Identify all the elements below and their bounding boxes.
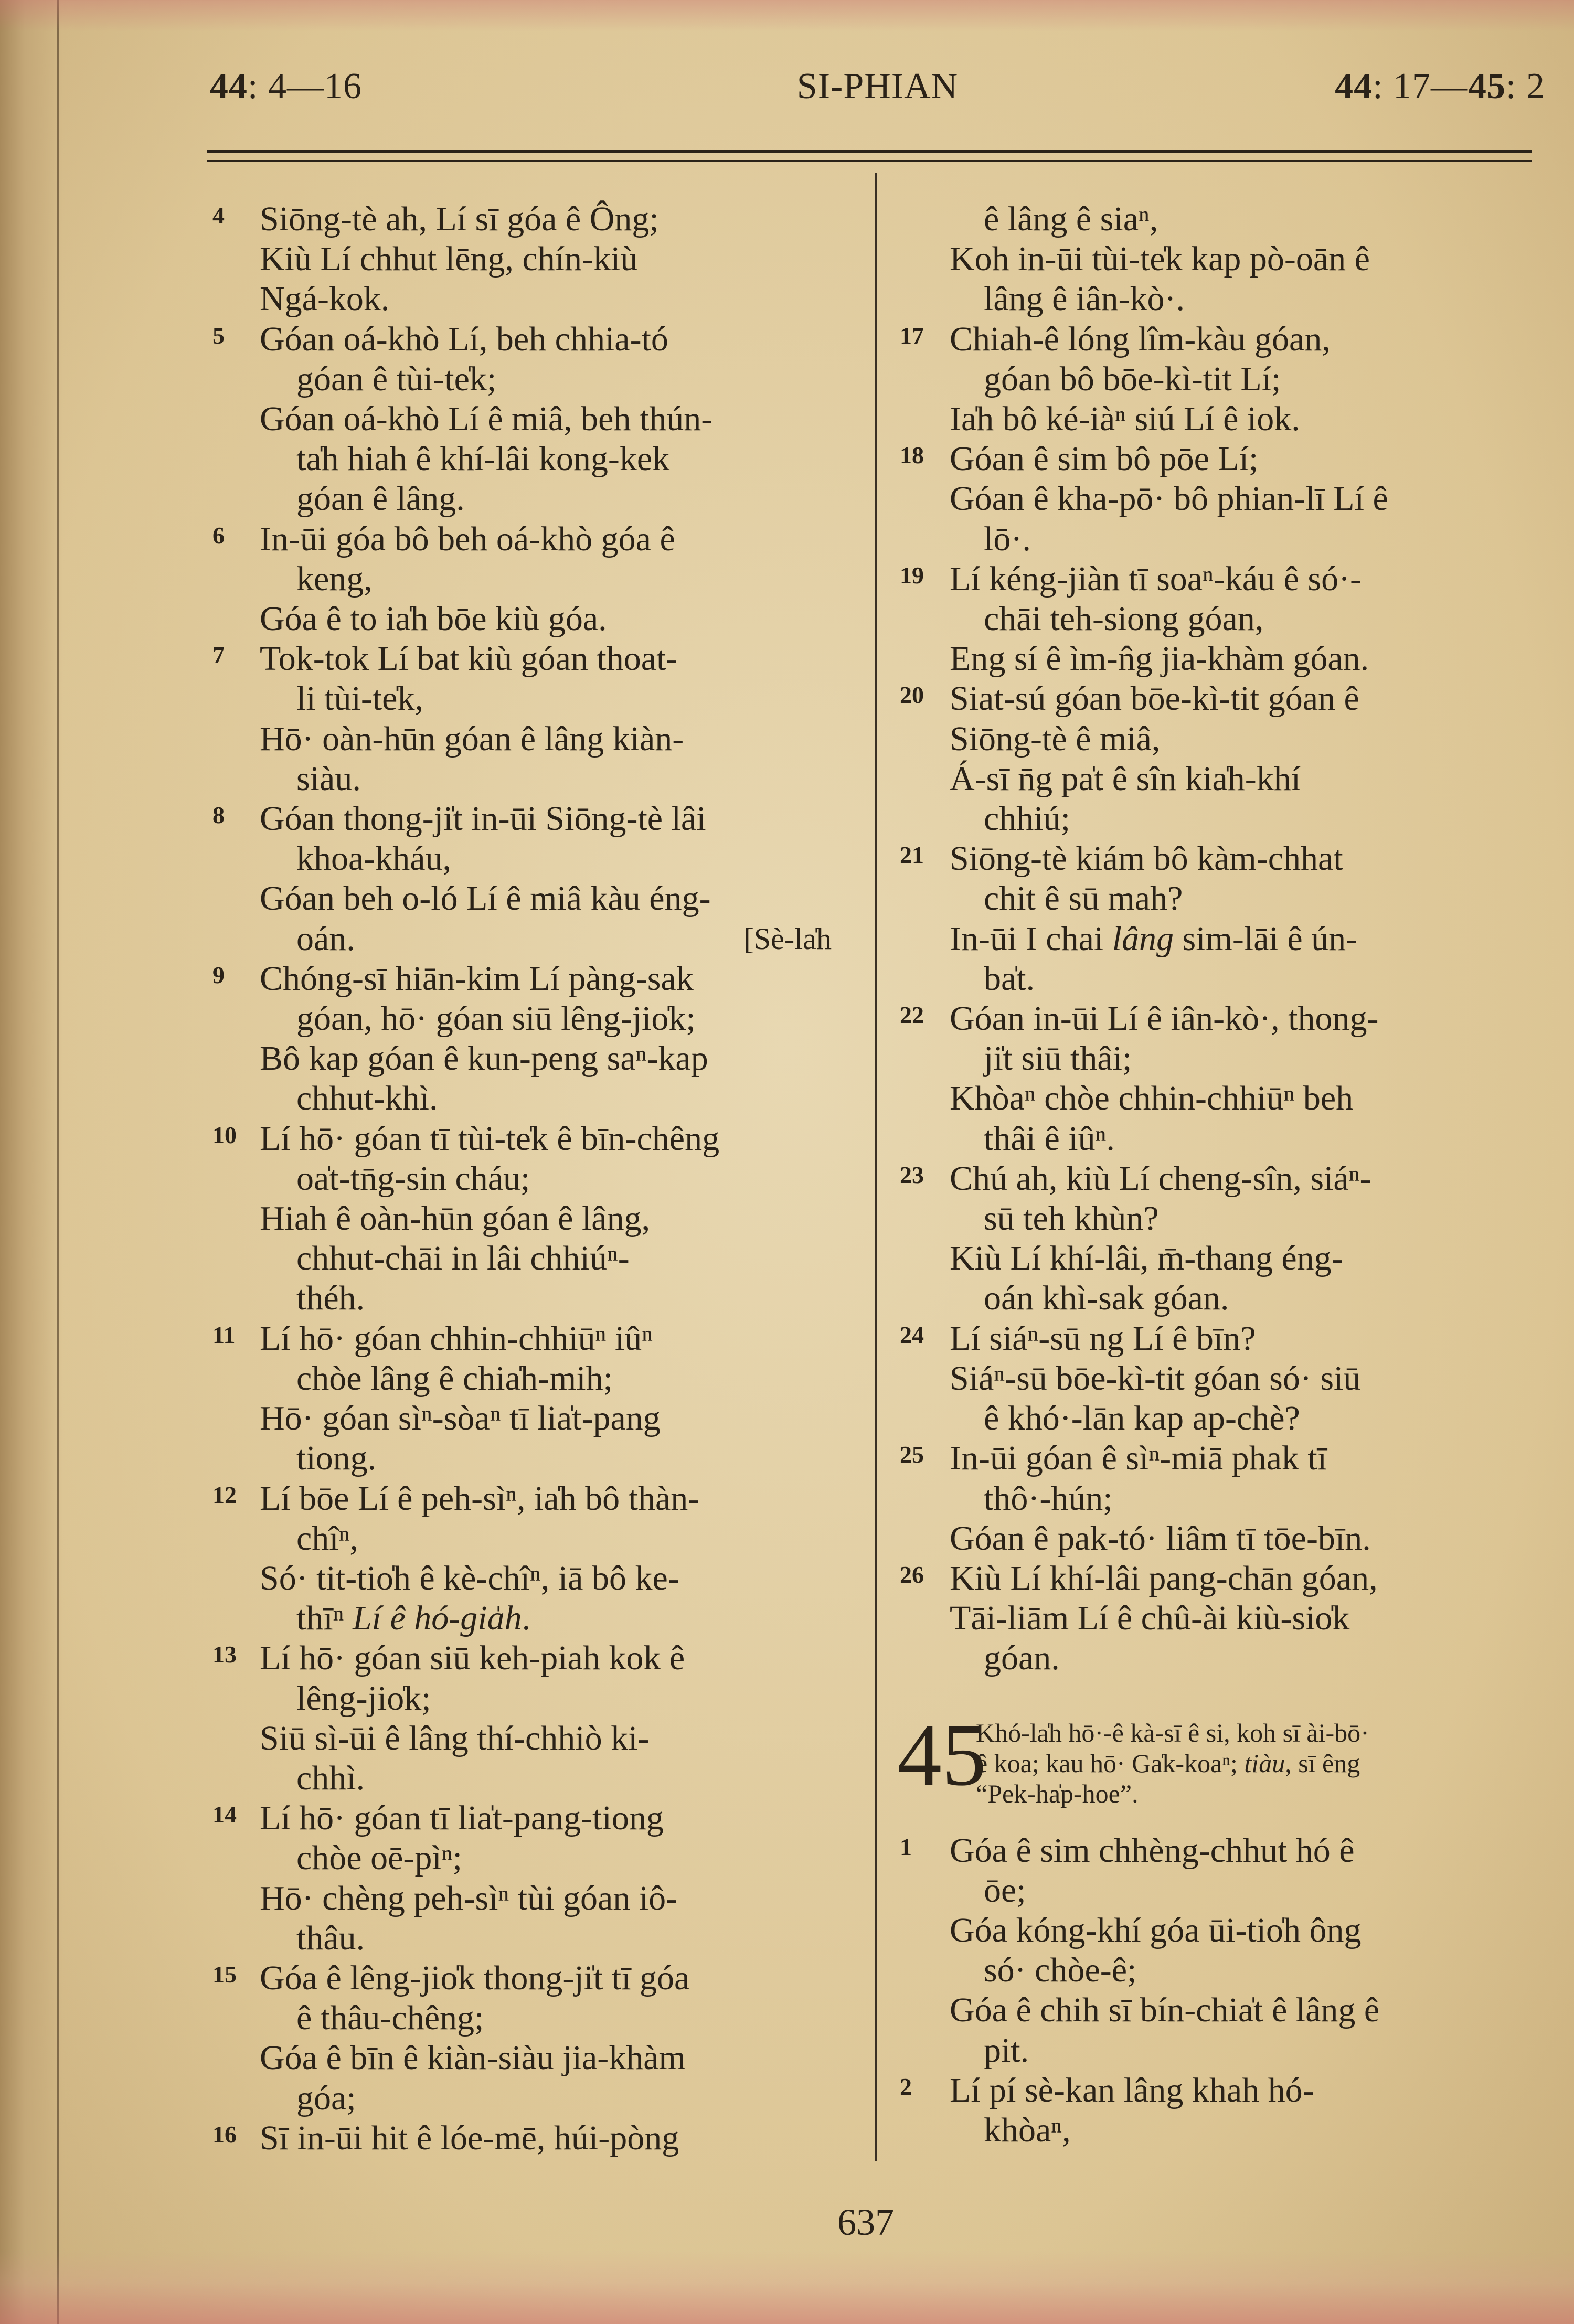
left-column <box>192 199 853 2158</box>
verse-number: 12 <box>212 1481 237 1508</box>
verse-line: Siōng-tè kiám bô kàm-chhat <box>950 839 1343 878</box>
verse-line: In-ūi góan ê sìⁿ-miā phak tī <box>950 1439 1327 1478</box>
verse-line: Eng sí ê ìm-n̂g jia-khàm góan. <box>950 639 1369 678</box>
verse-line: góan, hō· góan siū lêng-jio̍k; <box>296 999 696 1038</box>
page-number: 637 <box>837 2201 894 2243</box>
verse-line: Lí pí sè-kan lâng khah hó- <box>950 2071 1314 2109</box>
verse-line: Siōng-tè ah, Lí sī góa ê Ông; <box>260 200 659 238</box>
verse-23 <box>897 1159 1545 1319</box>
verse-number: 20 <box>900 681 924 709</box>
header-rule-thick <box>207 150 1532 153</box>
verse-line: Lí hō· góan tī tùi-te̍k ê bīn-chêng <box>260 1119 720 1158</box>
verse-line: li tùi-te̍k, <box>296 679 423 718</box>
verse-line: chhut-chāi in lâi chhiúⁿ- <box>296 1239 630 1278</box>
verse-line: Lí siáⁿ-sū ng Lí ê bīn? <box>950 1319 1256 1358</box>
verse-line: sū teh khùn? <box>984 1199 1159 1238</box>
chapter-summary <box>976 1718 1543 1809</box>
right-column-verses <box>897 319 1545 1679</box>
verse-line: Á-sī n̄g pa̍t ê sîn kia̍h-khí <box>950 759 1301 798</box>
verse-16 <box>192 2118 853 2158</box>
right-column-continuation <box>897 199 1545 319</box>
verse-number: 23 <box>900 1161 924 1188</box>
verse-5 <box>192 319 853 519</box>
verse-line: Siū sì-ūi ê lâng thí-chhiò ki- <box>260 1719 650 1757</box>
verse-line: Góan thong-ji̍t in-ūi Siōng-tè lâi <box>260 799 706 838</box>
verse-line: thīⁿ Lí ê hó-gia̍h. <box>296 1599 531 1638</box>
verse-9 <box>192 959 853 1119</box>
verse-number: 4 <box>212 202 225 229</box>
header-rule-thin <box>207 160 1532 162</box>
verse-line: Khòaⁿ chòe chhin-chhiūⁿ beh <box>950 1079 1354 1118</box>
binding-edge <box>57 0 59 2324</box>
verse-22 <box>897 999 1545 1159</box>
verse-line: lêng-jio̍k; <box>296 1679 431 1718</box>
verse-19 <box>897 559 1545 679</box>
column-divider <box>875 173 877 2161</box>
verse-line: Góa ê lêng-jio̍k thong-ji̍t tī góa <box>260 1958 690 1997</box>
verse-line: thâi ê iûⁿ. <box>984 1119 1115 1158</box>
verse-line: Ngá-kok. <box>260 280 390 318</box>
verse-number: 16 <box>212 2120 237 2148</box>
verse-line: Koh in-ūi tùi-te̍k kap pò-oān ê <box>950 240 1370 279</box>
verse-line: keng, <box>296 559 373 598</box>
verse-18 <box>897 439 1545 559</box>
verse-number: 8 <box>212 802 225 829</box>
verse-line: chit ê sū mah? <box>984 879 1183 918</box>
verse-line: théh. <box>296 1279 365 1318</box>
verse-line: Kiù Lí khí-lâi pang-chān góan, <box>950 1559 1378 1597</box>
verse-line: oa̍t-tn̄g-sin cháu; <box>296 1159 530 1198</box>
header-left-reference: 44: 4—16 <box>210 66 362 106</box>
verse-number: 19 <box>900 561 924 589</box>
right-column <box>897 199 1545 2150</box>
top-stain <box>0 0 1574 31</box>
verse-line: chòe oē-pìⁿ; <box>296 1839 462 1878</box>
verse-line: oán. [Sè-la̍h <box>192 919 853 959</box>
verse-number: 18 <box>900 442 924 469</box>
verse-line: Góa ê sim chhèng-chhut hó ê <box>950 1831 1355 1870</box>
verse-line: Tāi-liām Lí ê chû-ài kiù-sio̍k <box>950 1599 1350 1638</box>
verse-line: lâng ê iân-kò·. <box>984 280 1185 318</box>
verse-line: Góan ê pak-tó· liâm tī tōe-bīn. <box>950 1519 1371 1558</box>
verse-line: góan ê lâng. <box>296 479 465 518</box>
verse-line: Lí hō· góan siū keh-piah kok ê <box>260 1639 685 1678</box>
verse-number: 21 <box>900 841 924 869</box>
verse-line: ê thâu-chêng; <box>296 1999 484 2038</box>
verse-line: chîⁿ, <box>296 1519 358 1558</box>
verse-11 <box>192 1319 853 1479</box>
verse-line: góan bô bōe-kì-tit Lí; <box>984 359 1281 398</box>
verse-line: Góan ê sim bô pōe Lí; <box>950 440 1259 478</box>
verse-line: chhì. <box>296 1758 365 1797</box>
verse-line: chòe lâng ê chia̍h-mih; <box>296 1359 613 1398</box>
verse-17 <box>897 319 1545 440</box>
summary-line: “Pek-ha̍p-hoe”. <box>976 1778 1139 1808</box>
verse-line: Siat-sú góan bōe-kì-tit góan ê <box>950 679 1359 718</box>
verse-number: 1 <box>900 1833 912 1860</box>
verse-number: 5 <box>212 322 225 349</box>
verse-12 <box>192 1479 853 1639</box>
verse-line: oán khì-sak góan. <box>984 1279 1229 1318</box>
verse-line: Kiù Lí khí-lâi, m̄-thang éng- <box>950 1239 1343 1278</box>
header-book-title: SI-PHIAN <box>796 66 959 106</box>
chapter-number: 45 <box>897 1705 986 1804</box>
verse-number: 26 <box>900 1561 924 1588</box>
verse-line: Tok-tok Lí bat kiù góan thoat- <box>260 639 678 678</box>
verse-line: Góa kóng-khí góa ūi-tio̍h ông <box>950 1911 1362 1949</box>
verse-line: ê khó·-lān kap ap-chè? <box>984 1399 1300 1438</box>
page-binding-shadow <box>0 0 63 2324</box>
verse-line: Hiah ê oàn-hūn góan ê lâng, <box>260 1199 651 1238</box>
selah-marker: [Sè-la̍h <box>743 921 832 956</box>
verse-line: Lí hō· góan tī lia̍t-pang-tiong <box>260 1799 664 1838</box>
verse-line: Góa ê to ia̍h bōe kiù góa. <box>260 600 607 638</box>
verse-8 <box>192 799 853 959</box>
verse-15 <box>192 1958 853 2118</box>
verse-24 <box>897 1319 1545 1439</box>
verse-line: Góan in-ūi Lí ê iân-kò·, thong- <box>950 999 1379 1038</box>
verse-number: 6 <box>212 521 225 549</box>
verse-26 <box>897 1559 1545 1679</box>
verse-line: chāi teh-siong góan, <box>984 600 1264 638</box>
verse-number: 25 <box>900 1441 924 1468</box>
bottom-stain <box>0 2251 1574 2324</box>
verse-line: chhut-khì. <box>296 1079 438 1118</box>
verse-line: só· chòe-ê; <box>984 1951 1137 1990</box>
verse-number: 14 <box>212 1801 237 1828</box>
verse-line: khòaⁿ, <box>984 2110 1071 2149</box>
verse-line: Siōng-tè ê miâ, <box>950 719 1161 758</box>
verse-6 <box>192 519 853 639</box>
header-right-reference: 44: 17—45: 2 <box>1335 66 1545 106</box>
verse-14 <box>192 1798 853 1958</box>
verse-number: 15 <box>212 1960 237 1988</box>
verse-20 <box>897 679 1545 839</box>
verse-line: thô·-hún; <box>984 1479 1113 1518</box>
summary-line: Khó-la̍h hō·-ê kà-sī ê si, koh sī ài-bō· <box>976 1718 1369 1747</box>
verse-line: Lí bōe Lí ê peh-sìⁿ, ia̍h bô thàn- <box>260 1479 700 1518</box>
verse-line: chhiú; <box>984 799 1070 838</box>
verse-line: góa; <box>296 2078 356 2117</box>
verse-line: In-ūi góa bô beh oá-khò góa ê <box>260 519 675 558</box>
verse-line: Chú ah, kiù Lí cheng-sîn, siáⁿ- <box>950 1159 1371 1198</box>
verse-number: 9 <box>212 961 225 988</box>
verse-line: Bô kap góan ê kun-peng saⁿ-kap <box>260 1039 708 1078</box>
verse-number: 17 <box>900 322 924 349</box>
verse-number: 22 <box>900 1001 924 1029</box>
verse-line: lō·. <box>984 519 1031 558</box>
chapter-45-verses <box>897 1831 1545 2151</box>
verse-line: tiong. <box>296 1439 377 1478</box>
verse-line: Hō· góan sìⁿ-sòaⁿ tī lia̍t-pang <box>260 1399 661 1438</box>
verse-line: thâu. <box>296 1918 365 1957</box>
verse-line: ta̍h hiah ê khí-lâi kong-kek <box>296 440 670 478</box>
verse-line: Hō· oàn-hūn góan ê lâng kiàn- <box>260 719 684 758</box>
verse-line: Lí hō· góan chhin-chhiūⁿ iûⁿ <box>260 1319 653 1358</box>
verse-7 <box>192 639 853 799</box>
verse-line: Góa ê chih sī bín-chia̍t ê lâng ê <box>950 1991 1380 2030</box>
verse-13 <box>192 1638 853 1798</box>
verse-line: Góan oá-khò Lí ê miâ, beh thún- <box>260 400 713 439</box>
verse-line: góan. <box>984 1639 1060 1678</box>
verse-line: Só· tit-tio̍h ê kè-chîⁿ, iā bô ke- <box>260 1559 679 1597</box>
verse-line: Kiù Lí chhut lēng, chín-kiù <box>260 240 638 279</box>
verse-number: 13 <box>212 1641 237 1668</box>
verse-line: In-ūi I chai lâng sim-lāi ê ún- <box>950 919 1358 958</box>
running-header <box>210 66 1545 118</box>
verse-21 <box>897 839 1545 999</box>
verse-line: ba̍t. <box>984 959 1035 998</box>
verse-line: ji̍t siū thâi; <box>984 1039 1132 1078</box>
verse-line: Góan ê kha-pō· bô phian-lī Lí ê <box>950 479 1388 518</box>
verse-line: Sī in-ūi hit ê lóe-mē, húi-pòng <box>260 2118 679 2157</box>
verse-line: khoa-kháu, <box>296 839 452 878</box>
verse-10 <box>192 1119 853 1319</box>
verse-number: 11 <box>212 1321 236 1348</box>
verse-1 <box>897 1831 1545 2071</box>
verse-4 <box>192 199 853 319</box>
chapter-heading <box>897 1705 1545 1831</box>
verse-number: 10 <box>212 1121 237 1148</box>
verse-line: Lí kéng-jiàn tī soaⁿ-káu ê só·- <box>950 559 1362 598</box>
verse-line: Chiah-ê lóng lîm-kàu góan, <box>950 319 1331 358</box>
verse-line: ōe; <box>984 1871 1026 1910</box>
verse-line: Chóng-sī hiān-kim Lí pàng-sak <box>260 959 694 998</box>
verse-25 <box>897 1438 1545 1559</box>
summary-line: ê koa; kau hō· Ga̍k-koaⁿ; tiàu, sī êng <box>976 1748 1360 1778</box>
verse-line: Góan beh o-ló Lí ê miâ kàu éng- <box>260 879 711 918</box>
verse-line: ê lâng ê siaⁿ, <box>984 200 1158 238</box>
verse-line: Siáⁿ-sū bōe-kì-tit góan só· siū <box>950 1359 1361 1398</box>
verse-line: Ia̍h bô ké-iàⁿ siú Lí ê iok. <box>950 400 1300 439</box>
verse-number: 7 <box>212 642 225 669</box>
verse-line: pit. <box>984 2031 1029 2070</box>
verse-line: Góan oá-khò Lí, beh chhia-tó <box>260 319 668 358</box>
verse-line: siàu. <box>296 759 361 798</box>
verse-number: 24 <box>900 1321 924 1348</box>
verse-line: Hō· chèng peh-sìⁿ tùi góan iô- <box>260 1879 678 1917</box>
verse-line: Góa ê bīn ê kiàn-siàu jia-khàm <box>260 2039 686 2077</box>
verse-2 <box>897 2071 1545 2150</box>
verse-number: 2 <box>900 2073 912 2100</box>
verse-line: góan ê tùi-te̍k; <box>296 359 497 398</box>
